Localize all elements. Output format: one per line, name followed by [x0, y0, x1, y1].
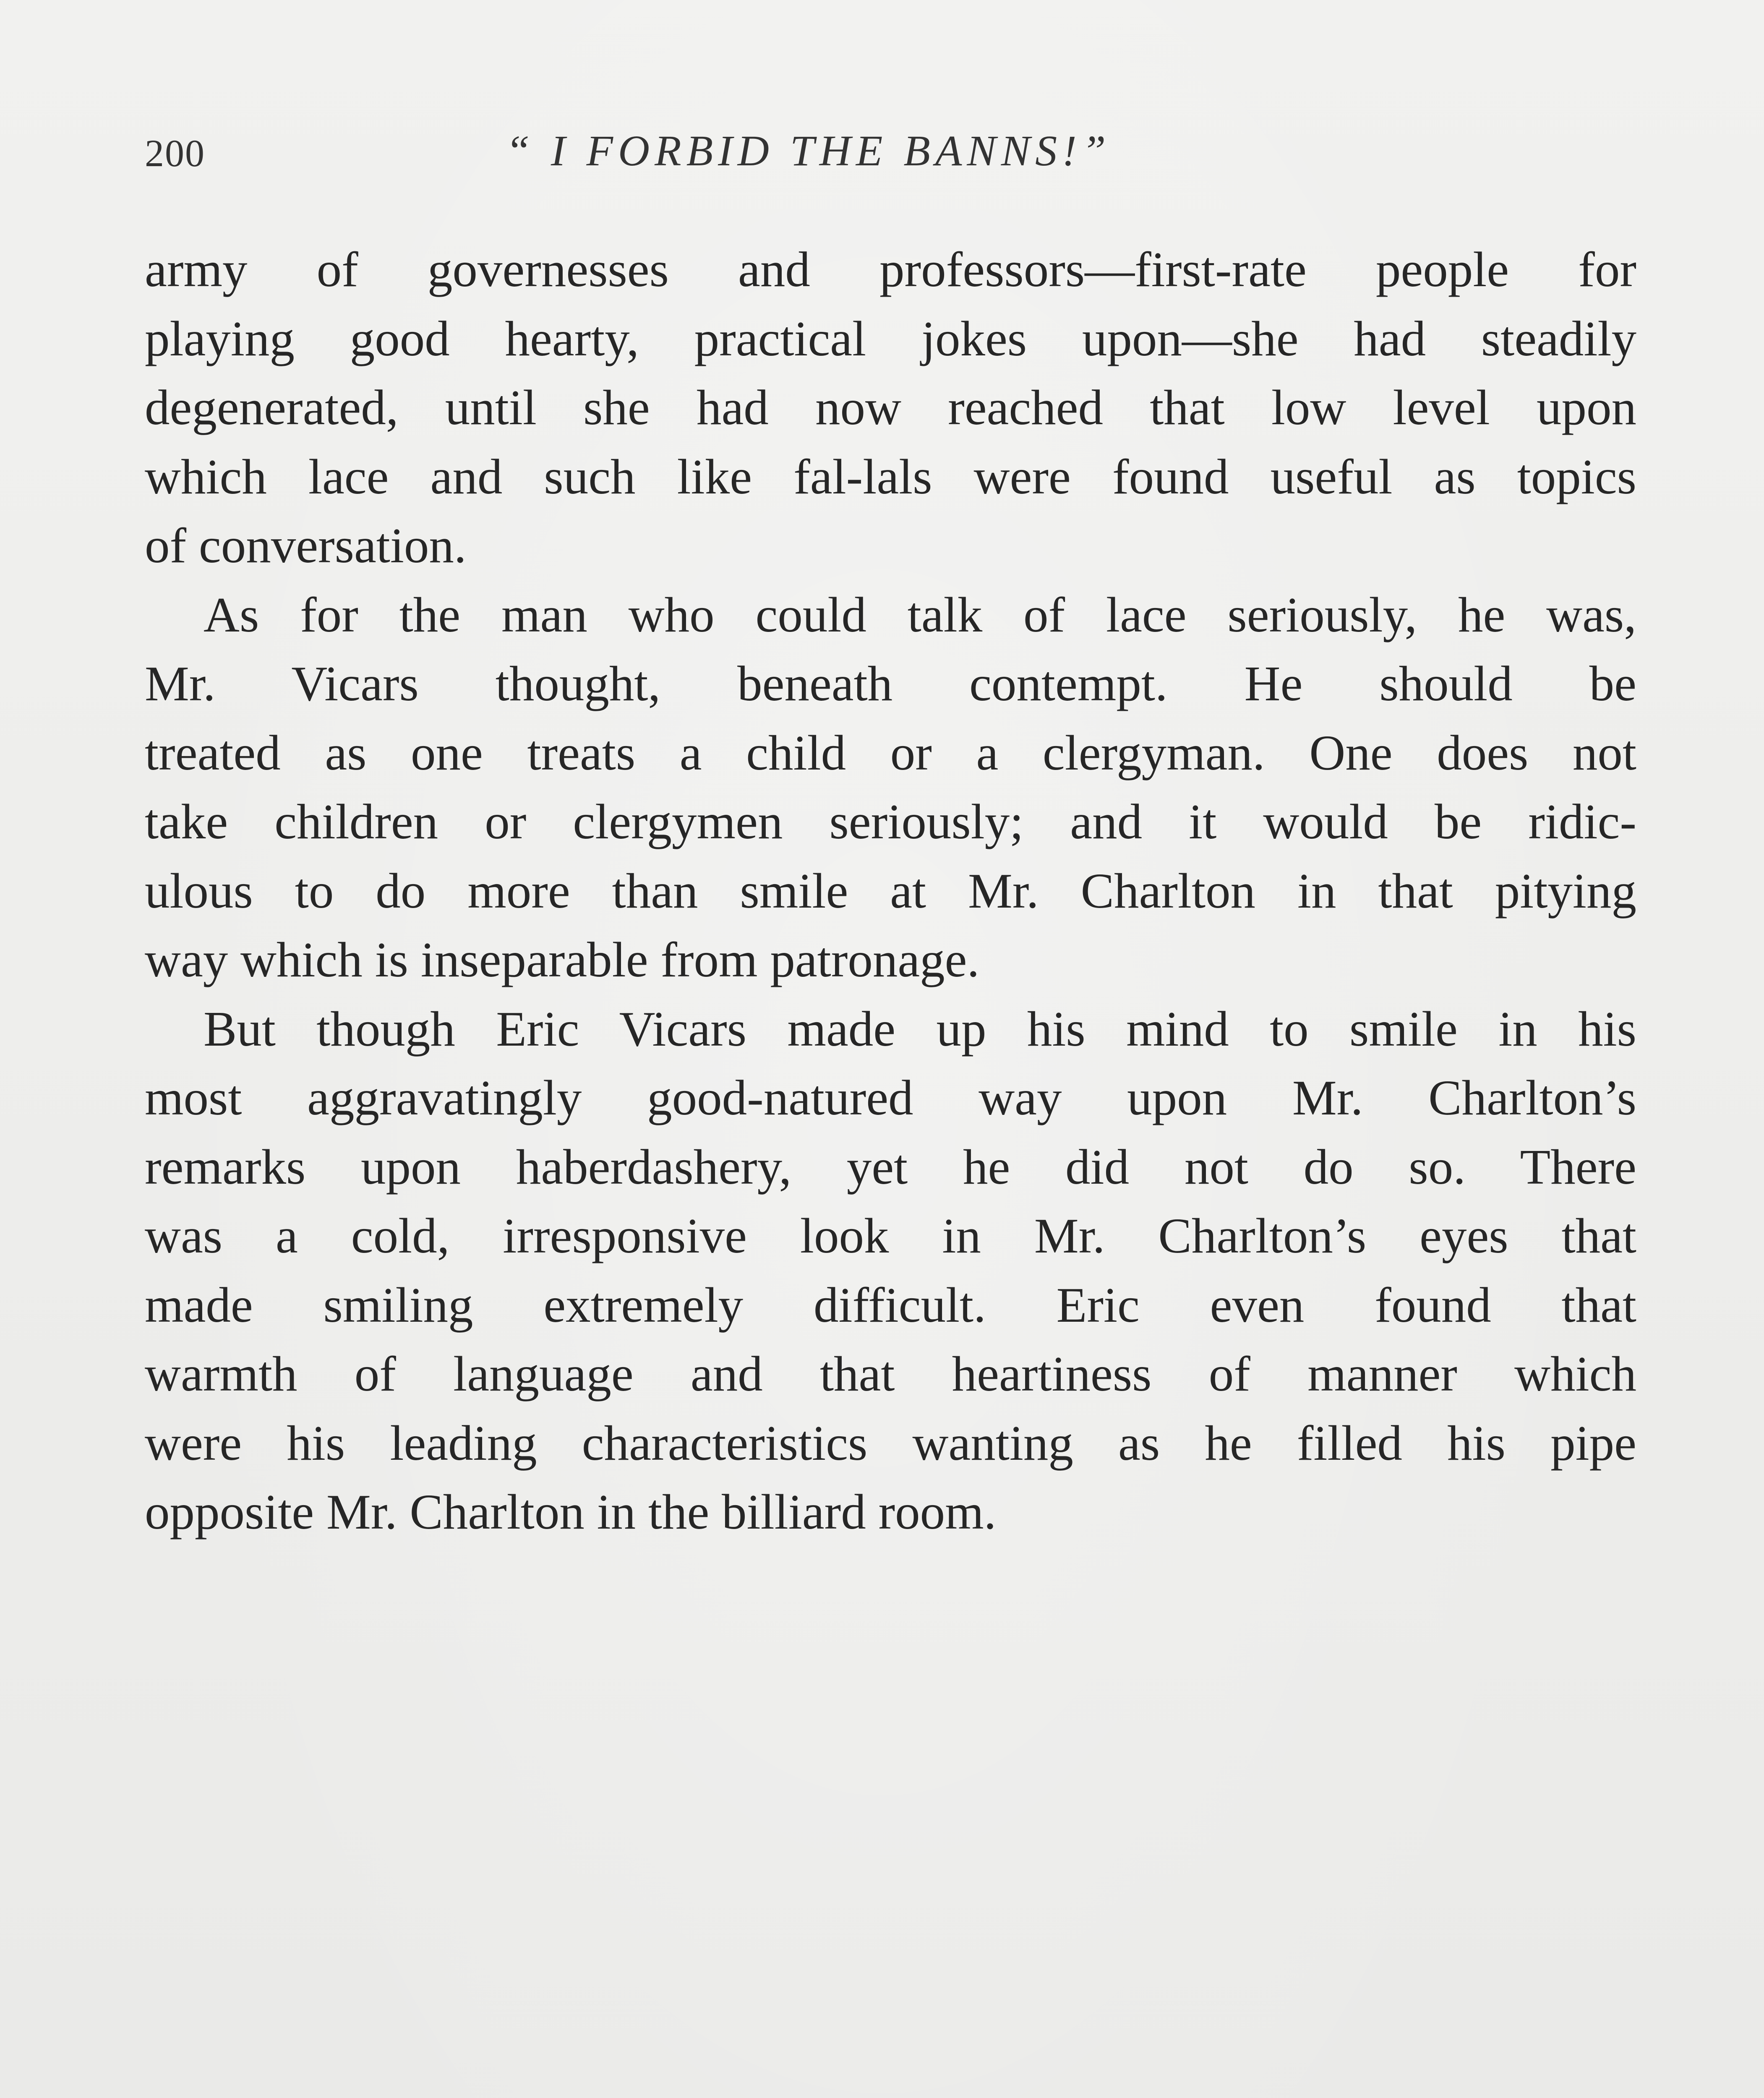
text-line: playing good hearty, practical jokes upon—she had steadily [145, 311, 1636, 366]
text-line: which lace and such like fal-lals were found useful as topics [145, 449, 1636, 504]
text-line: remarks upon haberdashery, yet he did not do so. There [145, 1139, 1636, 1195]
text-line: take children or clergymen seriously; and it would be ridic- [145, 794, 1636, 849]
text-line: opposite Mr. Charlton in the billiard room. [145, 1484, 997, 1540]
page-number: 200 [145, 132, 205, 175]
text-line: Mr. Vicars thought, beneath contempt. He should be [145, 656, 1636, 711]
text-line: But though Eric Vicars made up his mind to smile in his [204, 1001, 1636, 1057]
text-line: way which is inseparable from patronage. [145, 932, 980, 987]
text-line: of conversation. [145, 518, 467, 573]
text-line: degenerated, until she had now reached that low level upon [145, 380, 1636, 435]
running-title: “ I FORBID THE BANNS!” [506, 127, 1111, 175]
text-line: treated as one treats a child or a clergyman. One does not [145, 725, 1636, 780]
text-line: most aggravatingly good-natured way upon Mr. Charlton’s [145, 1070, 1636, 1125]
text-line: made smiling extremely difficult. Eric even found that [145, 1277, 1636, 1333]
text-line: were his leading characteristics wanting as he filled his pipe [145, 1415, 1636, 1471]
text-line: army of governesses and professors—first-rate people for [145, 242, 1636, 297]
running-head [145, 126, 1639, 193]
text-line: As for the man who could talk of lace seriously, he was, [204, 587, 1636, 642]
body-text [145, 235, 1636, 1547]
text-line: warmth of language and that heartiness of manner which [145, 1346, 1636, 1401]
text-line: was a cold, irresponsive look in Mr. Charlton’s eyes that [145, 1208, 1636, 1263]
text-line: ulous to do more than smile at Mr. Charlton in that pitying [145, 863, 1636, 919]
